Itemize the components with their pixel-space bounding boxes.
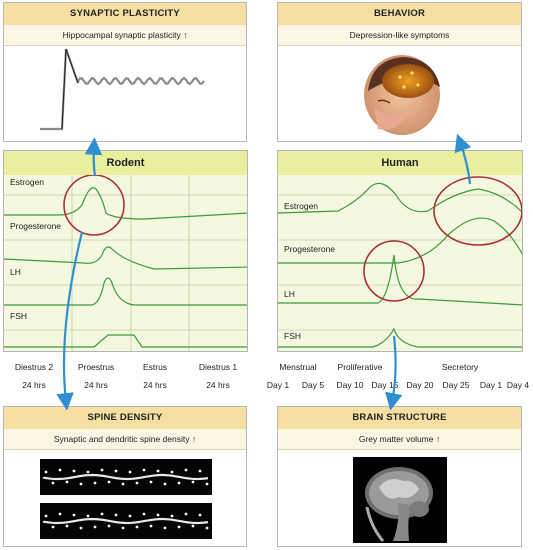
human-panel-title: Human [278,151,522,175]
synaptic-plasticity-title: SYNAPTIC PLASTICITY [4,3,246,26]
rodent-duration: 24 hrs [206,380,230,390]
arrow-to-behavior [460,142,470,184]
human-day: Day 1 [479,380,503,390]
spine-density-title: SPINE DENSITY [4,407,246,430]
rodent-phase: Diestrus 2 [14,362,54,372]
human-label-progesterone: Progesterone [284,244,336,254]
human-phase: Proliferative [337,362,383,372]
human-day: Day 1 [266,380,290,390]
rodent-duration: 24 hrs [22,380,46,390]
rodent-phase: Estrus [142,362,168,372]
rodent-phase: Proestrus [77,362,115,372]
synaptic-plasticity-subtitle: Hippocampal synaptic plasticity ↑ [4,25,246,46]
brain-structure-title: BRAIN STRUCTURE [278,407,521,430]
human-label-lh: LH [284,289,295,299]
rodent-duration: 24 hrs [84,380,108,390]
rodent-label-lh: LH [10,267,21,277]
arrow-to-synaptic-plasticity [94,146,95,176]
spine-density-subtitle: Synaptic and dendritic spine density ↑ [4,429,246,450]
human-label-fsh: FSH [284,331,301,341]
human-day: Day 10 [336,380,364,390]
brain-structure-subtitle: Grey matter volume ↑ [278,429,521,450]
human-day: Day 20 [406,380,434,390]
rodent-label-fsh: FSH [10,311,27,321]
rodent-duration: 24 hrs [143,380,167,390]
arrow-to-spine-density [64,232,82,402]
human-day: Day 15 [371,380,399,390]
rodent-panel-title: Rodent [4,151,247,175]
human-day: Day 25 [442,380,470,390]
human-day: Day 5 [301,380,325,390]
human-day: Day 4 [506,380,530,390]
rodent-label-progesterone: Progesterone [10,221,62,231]
behavior-title: BEHAVIOR [278,3,521,26]
human-phase: Secretory [441,362,479,372]
rodent-phase: Diestrus 1 [198,362,238,372]
human-label-estrogen: Estrogen [284,201,319,211]
rodent-label-estrogen: Estrogen [10,177,45,187]
behavior-subtitle: Depression-like symptoms [278,25,521,46]
human-phase: Menstrual [279,362,317,372]
arrow-to-brain-structure [392,336,396,402]
